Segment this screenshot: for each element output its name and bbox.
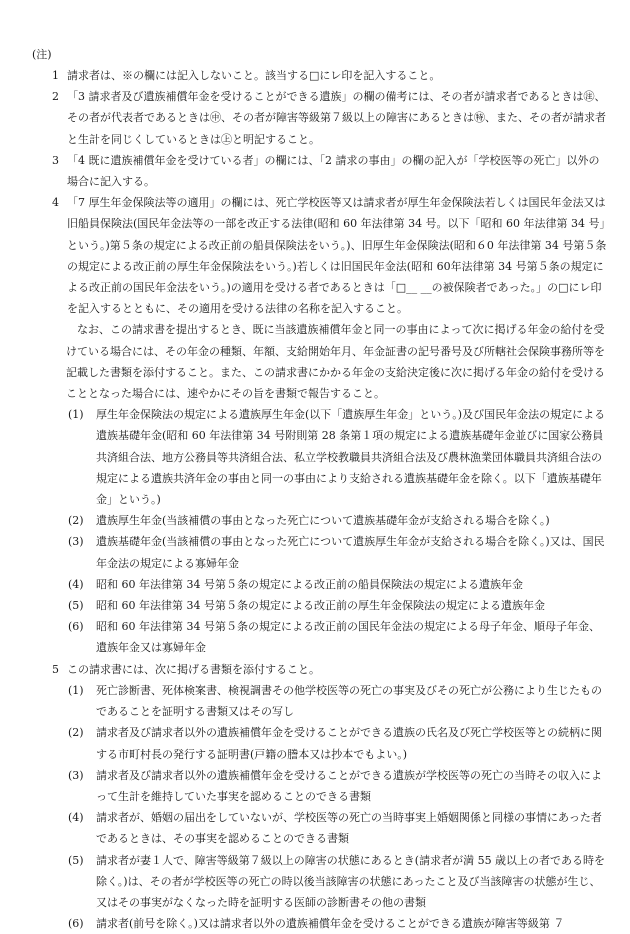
note-number: 2 bbox=[52, 90, 59, 104]
sub-number: (1) bbox=[68, 408, 84, 422]
attachment-item-6 bbox=[32, 913, 608, 934]
sub-number: (5) bbox=[68, 853, 84, 867]
sub-text: 昭和 60 年法律第 34 号第５条の規定による改正前の国民年金法の規定による母子年金、順母子年金、遺族年金又は寡婦年金 bbox=[96, 620, 600, 655]
pension-item-5 bbox=[32, 595, 608, 616]
notes-heading: (注) bbox=[32, 48, 52, 61]
sub-text: 遺族基礎年金(当該補償の事由となった死亡について遺族厚生年金が支給される場合を除く。)又は、国民年金法の規定による寡婦年金 bbox=[96, 535, 605, 570]
note-text: 「4 既に遺族補償年金を受けている者」の欄には、「2 請求の事由」の欄の記入が「学校医等の死亡」以外の場合に記入する。 bbox=[67, 153, 600, 189]
pension-item-6 bbox=[32, 616, 608, 658]
sub-number: (5) bbox=[68, 599, 84, 613]
sub-text: 請求者及び請求者以外の遺族補償年金を受けることができる遺族が学校医等の死亡の当時その収入によって生計を維持していた事実を認めることのできる書類 bbox=[96, 768, 602, 803]
sub-text: 請求者及び請求者以外の遺族補償年金を受けることができる遺族の氏名及び死亡学校医等との続柄に関する市町村長の発行する証明書(戸籍の謄本又は抄本でもよい。) bbox=[96, 726, 602, 761]
note-item-5 bbox=[32, 659, 608, 680]
sub-number: (3) bbox=[68, 768, 84, 782]
note-number: 4 bbox=[52, 196, 59, 210]
note-item-2 bbox=[32, 86, 608, 150]
note-number: 3 bbox=[52, 153, 59, 167]
note-text: 請求者は、※の欄には記入しないこと。該当する□にレ印を記入すること。 bbox=[67, 69, 441, 82]
sub-text: 厚生年金保険法の規定による遺族厚生年金(以下「遺族厚生年金」という。)及び国民年金法の規定による遺族基礎年金(昭和 60 年法律第 34 号附則第 28 条第１項の規定による遺族基礎年金並びに国家公務員共済組合法、地方公務員等共済組合法、私立学校教職員共済組合法及び農林漁業団体職員共済組合法の規定による遺族共済年金の事由と同一の事由により支給される遺族基礎年金を除く。以下「遺族基礎年金」という。) bbox=[96, 408, 606, 507]
sub-number: (2) bbox=[68, 726, 84, 740]
attachment-item-4 bbox=[32, 807, 608, 849]
sub-number: (6) bbox=[68, 620, 84, 634]
note-paragraph: なお、この請求書を提出するとき、既に当該遺族補償年金と同一の事由によって次に掲げる年金の給付を受けている場合には、その年金の種類、年額、支給開始年月、年金証書の記号番号及び所轄社会保険事務所等を記載した書類を添付すること。また、この請求書にかかる年金の支給決定後に次に掲げる年金の給付を受けることとなった場合には、速やかにその旨を書類で報告すること。 bbox=[66, 323, 605, 401]
pension-item-3 bbox=[32, 531, 608, 573]
sub-number: (3) bbox=[68, 535, 84, 549]
sub-text: 昭和 60 年法律第 34 号第５条の規定による改正前の厚生年金保険法の規定による遺族年金 bbox=[96, 599, 545, 613]
pension-item-4 bbox=[32, 574, 608, 595]
sub-number: (1) bbox=[68, 683, 84, 697]
pension-item-2 bbox=[32, 510, 608, 531]
sub-number: (2) bbox=[68, 514, 84, 528]
sub-text: 遺族厚生年金(当該補償の事由となった死亡について遺族基礎年金が支給される場合を除く。) bbox=[96, 514, 550, 528]
note-item-4 bbox=[32, 192, 608, 319]
attachment-item-3 bbox=[32, 765, 608, 807]
sub-number: (4) bbox=[68, 811, 84, 825]
note-text: 「3 請求者及び遺族補償年金を受けることができる遺族」の欄の備考には、その者が請求者であるときは㊟、その者が代表者であるときは㊥、その者が障害等級第７級以上の障害にあるときは㊕、また、その者が請求者と生計を同じくしているときは㊤と明記すること。 bbox=[67, 90, 606, 146]
sub-text: 昭和 60 年法律第 34 号第５条の規定による改正前の船員保険法の規定による遺族年金 bbox=[96, 577, 523, 591]
note-item-1 bbox=[32, 65, 608, 86]
sub-text: 死亡診断書、死体検案書、検視調書その他学校医等の死亡の事実及びその死亡が公務により生じたものであることを証明する書類又はその写し bbox=[96, 683, 602, 719]
attachment-item-2 bbox=[32, 722, 608, 764]
sub-text: 請求者が妻１人で、障害等級第７級以上の障害の状態にあるとき(請求者が満 55 歳以上の者である時を除く。)は、その者が学校医等の死亡の時以後当該障害の状態にあったこと及び当該障害の状態が生じ、又はその事実がなくなった時を証明する医師の診断書その他の書類 bbox=[96, 853, 606, 909]
attachment-item-5 bbox=[32, 850, 608, 914]
attachment-item-1 bbox=[32, 680, 608, 722]
pension-item-1 bbox=[32, 404, 608, 510]
note-text: 「7 厚生年金保険法等の適用」の欄には、死亡学校医等又は請求者が厚生年金保険法若しくは国民年金法又は旧船員保険法(国民年金法等の一部を改正する法律(昭和 60 年法律第 34 号。以下「昭和 60 年法律第 34 号」という。)第５条の規定による改正前の船員保険法をいう。)、旧厚生年金保険法(昭和６0 年法律第 34 号第５条の規定による改正前の厚生年金保険法をいう。)若しくは旧国民年金法(昭和 60年法律第 34 号第５条の規定による改正前の国民年金法をいう。)の適用を受ける者であるときは「□__ __の被保険者であった。」の□にレ印を記入するとともに、その適用を受ける法律の名称を記入すること。 bbox=[67, 196, 607, 316]
sub-number: (4) bbox=[68, 577, 84, 591]
note-item-3 bbox=[32, 150, 608, 192]
note-number: 5 bbox=[52, 662, 59, 676]
note-text: この請求書には、次に掲げる書類を添付すること。 bbox=[67, 662, 320, 676]
note-number: 1 bbox=[52, 69, 59, 82]
sub-text: 請求者が、婚姻の届出をしていないが、学校医等の死亡の当時事実上婚姻関係と同様の事情にあった者であるときは、その事実を認めることのできる書類 bbox=[96, 811, 602, 846]
sub-text: 請求者(前号を除く。)又は請求者以外の遺族補償年金を受けることができる遺族が障害等級第 ７ bbox=[96, 917, 565, 931]
sub-number: (6) bbox=[68, 917, 84, 931]
